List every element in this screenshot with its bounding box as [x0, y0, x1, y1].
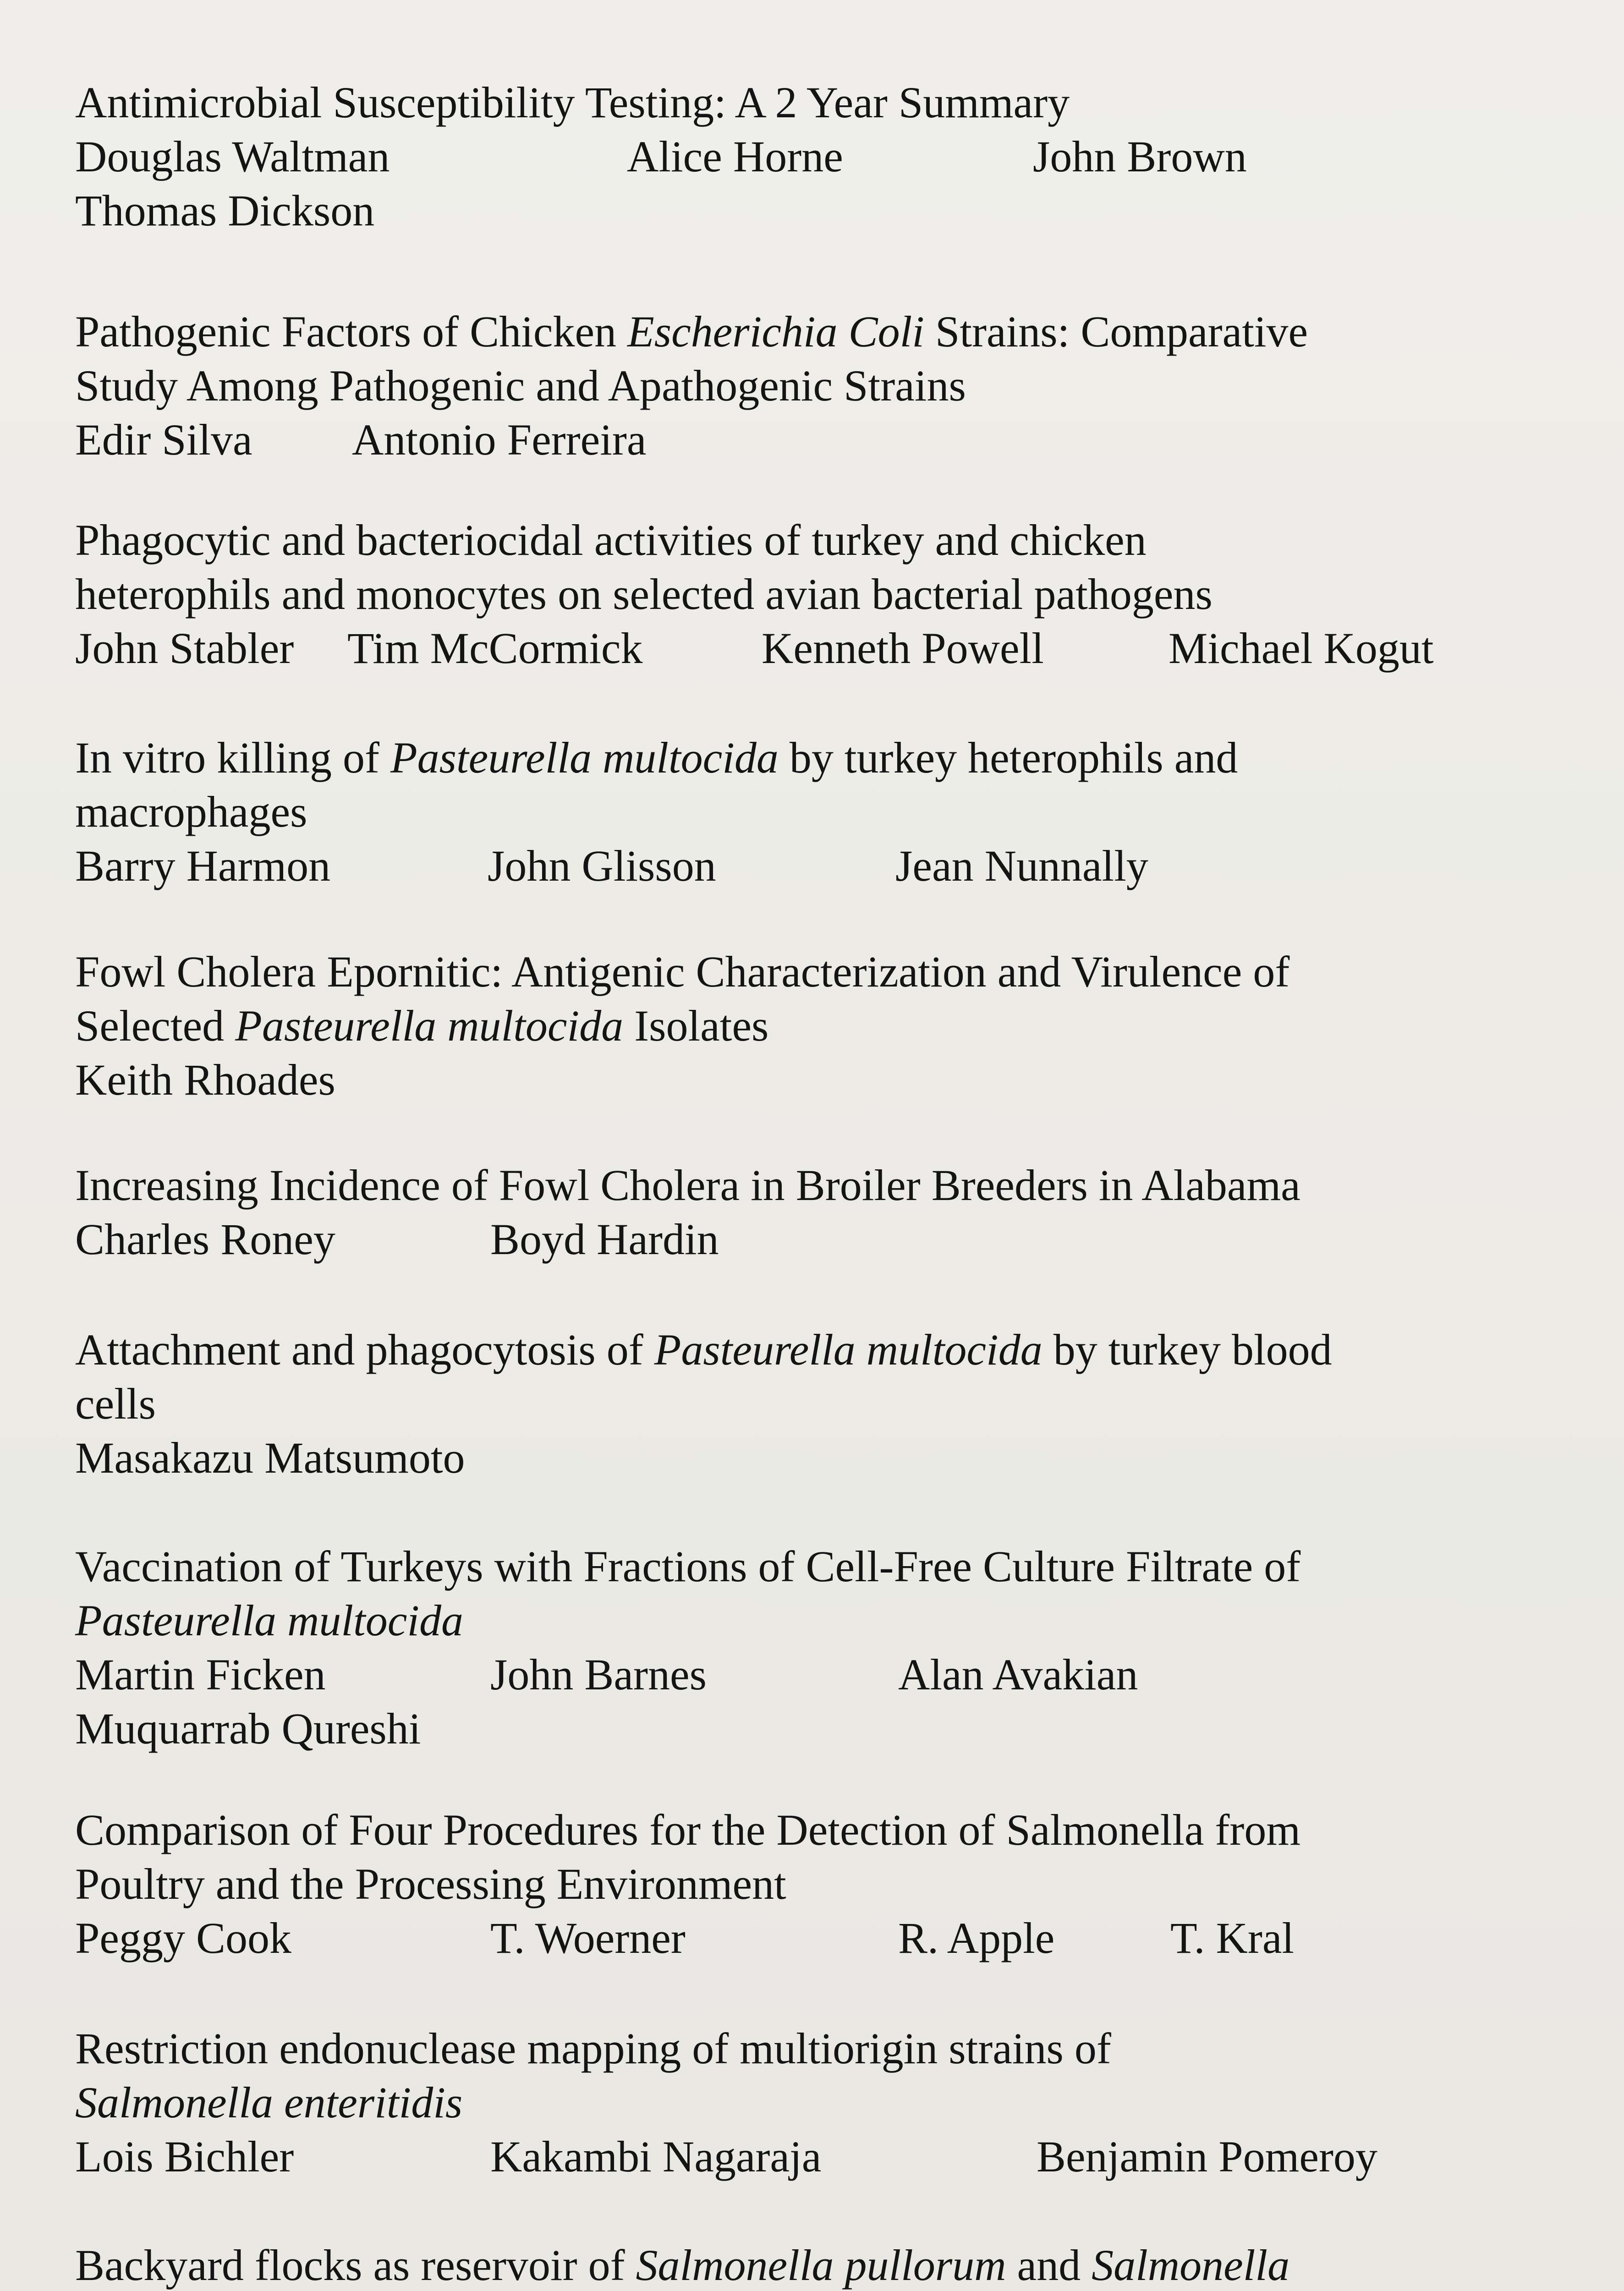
author-name: Jean Nunnally	[895, 841, 1148, 890]
author-name: Alan Avakian	[898, 1650, 1138, 1699]
abstract-entry	[75, 1540, 1569, 1756]
title-text: Restriction endonuclease mapping of multiorigin strains of	[75, 2024, 1111, 2073]
title-text: Study Among Pathogenic and Apathogenic Strains	[75, 361, 966, 410]
title-text: Fowl Cholera Epornitic: Antigenic Characterization and Virulence of	[75, 947, 1290, 996]
entry-title-line	[75, 999, 1569, 1053]
author-name: Charles Roney	[75, 1215, 335, 1264]
author-name: Michael Kogut	[1169, 624, 1434, 673]
author-name: T. Kral	[1170, 1913, 1295, 1962]
author-name: Alice Horne	[627, 132, 843, 181]
species-name: Salmonella enteritidis	[75, 2078, 463, 2127]
title-text: Comparison of Four Procedures for the Detection of Salmonella from	[75, 1805, 1301, 1854]
title-text: Selected	[75, 1001, 236, 1050]
entry-title-line	[75, 785, 1569, 839]
author-name: Edir Silva	[75, 415, 252, 464]
entry-title-line	[75, 567, 1569, 621]
author-name: Muquarrab Qureshi	[75, 1704, 421, 1753]
entry-title-line	[75, 305, 1569, 359]
entry-title-line	[75, 76, 1569, 130]
title-text: Vaccination of Turkeys with Fractions of Cell-Free Culture Filtrate of	[75, 1542, 1301, 1591]
abstract-entry	[75, 1803, 1569, 1965]
author-name: Peggy Cook	[75, 1913, 292, 1962]
title-text: by turkey blood	[1042, 1325, 1332, 1374]
author-row	[75, 1648, 1569, 1702]
author-name: John Stabler	[75, 624, 294, 673]
author-name: Benjamin Pomeroy	[1037, 2132, 1377, 2181]
entry-title-line	[75, 2238, 1569, 2291]
author-name: R. Apple	[898, 1913, 1055, 1962]
author-name: Kakambi Nagaraja	[490, 2132, 822, 2181]
author-name: Kenneth Powell	[762, 624, 1044, 673]
abstract-entry	[75, 2238, 1569, 2291]
entry-title-line	[75, 1377, 1569, 1431]
author-name: Boyd Hardin	[490, 1215, 719, 1264]
author-name: John Glisson	[488, 841, 716, 890]
author-name: Antonio Ferreira	[352, 415, 647, 464]
abstract-entry	[75, 305, 1569, 467]
abstract-entry	[75, 1158, 1569, 1266]
abstract-entry	[75, 945, 1569, 1107]
title-text: Attachment and phagocytosis of	[75, 1325, 654, 1374]
species-name: Escherichia Coli	[627, 307, 924, 356]
title-text: heterophils and monocytes on selected avian bacterial pathogens	[75, 570, 1213, 619]
author-name: John Brown	[1033, 132, 1247, 181]
author-row	[75, 2130, 1569, 2184]
title-text: by turkey heterophils and	[778, 733, 1238, 782]
author-name: Keith Rhoades	[75, 1055, 335, 1104]
abstract-entry	[75, 76, 1569, 238]
author-name: Douglas Waltman	[75, 132, 390, 181]
author-name: Thomas Dickson	[75, 186, 375, 235]
author-row	[75, 1702, 1569, 1756]
abstract-entry	[75, 2022, 1569, 2184]
title-text: Isolates	[623, 1001, 769, 1050]
species-name: Salmonella	[1092, 2241, 1290, 2290]
title-text: Poultry and the Processing Environment	[75, 1859, 786, 1908]
title-text: In vitro killing of	[75, 733, 390, 782]
author-row	[75, 1431, 1569, 1485]
author-row	[75, 130, 1569, 184]
author-name: Lois Bichler	[75, 2132, 294, 2181]
entry-title-line	[75, 1857, 1569, 1911]
author-row	[75, 1212, 1569, 1266]
author-row	[75, 1053, 1569, 1107]
entry-title-line	[75, 1803, 1569, 1857]
author-row	[75, 621, 1569, 675]
species-name: Pasteurella multocida	[75, 1596, 463, 1645]
title-text: Increasing Incidence of Fowl Cholera in Broiler Breeders in Alabama	[75, 1161, 1300, 1210]
abstract-entry	[75, 731, 1569, 893]
species-name: Salmonella pullorum	[636, 2241, 1006, 2290]
title-text: Backyard flocks as reservoir of	[75, 2241, 636, 2290]
author-name: Martin Ficken	[75, 1650, 326, 1699]
author-name: Tim McCormick	[347, 624, 643, 673]
species-name: Pasteurella multocida	[654, 1325, 1042, 1374]
author-name: John Barnes	[490, 1650, 707, 1699]
entry-title-line	[75, 1594, 1569, 1648]
abstract-entry	[75, 513, 1569, 675]
entry-title-line	[75, 1323, 1569, 1377]
entry-title-line	[75, 2076, 1569, 2130]
author-row	[75, 1911, 1569, 1965]
author-name: Barry Harmon	[75, 841, 331, 890]
species-name: Pasteurella multocida	[390, 733, 779, 782]
entry-title-line	[75, 2022, 1569, 2076]
title-text: cells	[75, 1379, 156, 1428]
title-text: macrophages	[75, 787, 307, 836]
abstract-entry	[75, 1323, 1569, 1485]
author-row	[75, 184, 1569, 238]
entry-title-line	[75, 1540, 1569, 1594]
entry-title-line	[75, 513, 1569, 567]
entry-title-line	[75, 1158, 1569, 1212]
author-name: Masakazu Matsumoto	[75, 1433, 465, 1482]
title-text: Strains: Comparative	[924, 307, 1308, 356]
entry-title-line	[75, 945, 1569, 999]
author-row	[75, 839, 1569, 893]
title-text: Antimicrobial Susceptibility Testing: A 2 Year Summary	[75, 78, 1070, 127]
title-text: Phagocytic and bacteriocidal activities of turkey and chicken	[75, 515, 1147, 565]
author-name: T. Woerner	[490, 1913, 686, 1962]
title-text: and	[1006, 2241, 1092, 2290]
species-name: Pasteurella multocida	[235, 1001, 624, 1050]
entry-title-line	[75, 359, 1569, 413]
title-text: Pathogenic Factors of Chicken	[75, 307, 628, 356]
author-row	[75, 413, 1569, 467]
entry-title-line	[75, 731, 1569, 785]
